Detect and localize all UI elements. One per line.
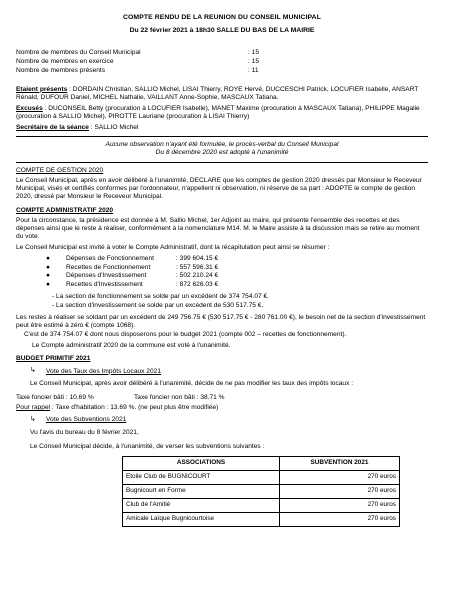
association-name: Club de l'Amitié (123, 498, 280, 512)
table-row (123, 470, 400, 484)
subvention-amount: 270 euros (280, 484, 400, 498)
count-value: : 15 (248, 49, 259, 57)
hook-arrow-icon: ↳ (30, 367, 36, 375)
taxe-foncier-bati: Taxe foncier bâti : 10.69 % (16, 393, 94, 401)
observation-line: Du 8 décembre 2020 est adopté à l'unanimité (155, 148, 289, 156)
document-title: COMPTE RENDU DE LA REUNION DU CONSEIL MUNICIPAL (123, 14, 321, 21)
divider (16, 136, 428, 137)
subventions-decision: Le Conseil Municipal décide, à l'unanimité, de verser les subventions suivantes : (30, 443, 265, 451)
compte-admin-vote: Le Conseil Municipal est invité à voter le Compte Administratif, dont la récapitulation peut ainsi se résumer : (16, 244, 330, 252)
count-row (16, 58, 259, 67)
tax-rates (16, 394, 428, 402)
table-row (123, 484, 400, 498)
item-value: : 557 596.31 € (176, 263, 219, 271)
divider (16, 162, 428, 163)
observation-note (16, 141, 428, 157)
item-value: : 399 604.15 € (176, 255, 219, 263)
bullet-icon: ● (46, 255, 50, 263)
column-header: ASSOCIATIONS (123, 456, 280, 470)
subheading-label: Vote des Subventions 2021 (46, 416, 127, 424)
count-value: : 15 (248, 58, 259, 66)
list-item (46, 255, 428, 264)
association-name: Amicale Laïque Bugnicourtoise (123, 512, 280, 526)
item-label: Dépenses de Fonctionnement (66, 255, 154, 263)
subventions-table (122, 456, 400, 527)
list-item (46, 264, 428, 273)
count-row (16, 67, 259, 76)
bureau-avis: Vu l'avis du bureau du 8 février 2021, (30, 429, 139, 437)
document-subtitle: Du 22 février 2021 à 18h30 SALLE DU BAS DE LA MAIRIE (129, 27, 315, 35)
secretary (16, 124, 428, 132)
section-heading-compte-administratif: COMPTE ADMINISTRATIF 2020 (16, 206, 114, 214)
secretary-label: Secrétaire de la séance (16, 123, 89, 131)
subvention-amount: 270 euros (280, 470, 400, 484)
item-label: Recettes de Fonctionnement (66, 263, 151, 271)
compte-gestion-text: Le Conseil Municipal, après en avoir délibéré à l'unanimité, DECLARE que les comptes de gestion 2020 dressés par Monsieur le Receveur Municipal, visés et certifiés conformes par l'ordonnateur, n'appellent ni observation, ni réserve de sa part : ADOPTE le compte de gestion 2020, dressé par Monsieur le Receveur Municipal. (16, 176, 422, 200)
member-counts (16, 49, 259, 76)
compte-admin-vote-result: Le Compte administratif 2020 de la commune est voté à l'unanimité. (32, 342, 231, 350)
taxe-foncier-non-bati: Taxe foncier non bâti : 38.71 % (134, 393, 225, 401)
count-label: Nombre de membres présents (16, 67, 106, 75)
list-item (46, 281, 428, 290)
association-name: Bugnicourt en Forme (123, 484, 280, 498)
item-value: : 502 210.24 € (176, 272, 219, 280)
bullet-icon: ● (46, 272, 50, 280)
account-summary-list (46, 255, 428, 289)
investissement-result: - La section d'investissement se solde par un excédent de 530 517.75 €. (52, 302, 264, 310)
count-row (16, 49, 259, 58)
subheading-taux (30, 367, 428, 376)
section-heading-compte-gestion: COMPTE DE GESTION 2020 (16, 166, 104, 174)
hook-arrow-icon: ↳ (30, 415, 36, 423)
excused-members (16, 105, 428, 121)
fonctionnement-result: - La section de fonctionnement se solde par un excédent de 374 754.07 €. (52, 293, 270, 301)
budget-disposal: C'est de 374 754.07 € dont nous disposerons pour le budget 2021 (compte 002 – recettes de fonctionnement). (24, 331, 347, 339)
section-heading-budget: BUDGET PRIMITIF 2021 (16, 355, 91, 363)
present-list: : DORDAIN Christian, SALLIO Michel, LISAI Thierry, ROYE Hervé, DUCCESCHI Patrick, LOCUFIER Isabelle, ANSART Rénald, DUFOUR Daniel, MICHEL Nathalie, VAILLANT Anne-Sophie, MASCAUX Tatiana. (16, 85, 419, 101)
table-header-row (123, 456, 400, 470)
count-value: : 11 (248, 67, 259, 75)
table-row (123, 498, 400, 512)
secretary-name: : SALLIO Michel (88, 123, 139, 131)
present-label: Etaient présents (16, 85, 68, 93)
list-item (46, 272, 428, 281)
column-header: SUBVENTION 2021 (280, 456, 400, 470)
count-label: Nombre de membres du Conseil Municipal (16, 49, 141, 57)
rappel (16, 404, 428, 412)
subheading-subventions (30, 416, 428, 425)
association-name: Etoile Club de BUGNICOURT (123, 470, 280, 484)
rappel-text: : Taxe d'habitation : 13.69 %. (ne peut plus être modifiée) (50, 403, 219, 411)
excused-list: : DUCONSEIL Betty (procuration à LOCUFIER Isabelle), MANET Maxime (procuration à MASCAUX Tatiana), PHILIPPE Magalie (procuration à SALLIO Michel), PIROTTE Lauriane (procuration à LISAI Thierry) (16, 104, 420, 120)
rappel-label: Pour rappel (16, 403, 51, 411)
observation-line: Aucune observation n'ayant été formulée, le procès-verbal du Conseil Municipal (105, 140, 339, 148)
subvention-amount: 270 euros (280, 498, 400, 512)
count-label: Nombre de membres en exercice (16, 58, 114, 66)
excused-label: Excusés (16, 104, 43, 112)
compte-admin-intro: Pour la circonstance, la présidence est donnée à M. Sallio Michel, 1er Adjoint au maire, qui présente l'ensemble des recettes et des dépenses ainsi que le reste à réaliser, conformément à la nomenclature M14. M. le Maire assiste à la discussion mais se retire au moment du vote. (16, 216, 420, 240)
subheading-label: Vote des Taux des Impôts Locaux 2021 (46, 367, 161, 375)
item-label: Dépenses d'Investissement (66, 272, 147, 280)
restes-a-realiser: Les restes à réaliser se soldant par un excédent de 249 756.75 € (530 517.75 € - 280 761.00 €), le besoin net de la section d'investissement peut être estimé à zéro € (compte 1068). (16, 314, 426, 330)
bullet-icon: ● (46, 280, 50, 288)
bullet-icon: ● (46, 263, 50, 271)
table-row (123, 512, 400, 526)
item-value: : 872 626.03 € (176, 280, 219, 288)
item-label: Recettes d'Investissement (66, 280, 143, 288)
subvention-amount: 270 euros (280, 512, 400, 526)
present-members (16, 86, 428, 102)
taux-decision: Le Conseil Municipal, après avoir délibéré à l'unanimité, décide de ne pas modifier les taux des impôts locaux : (30, 379, 354, 387)
